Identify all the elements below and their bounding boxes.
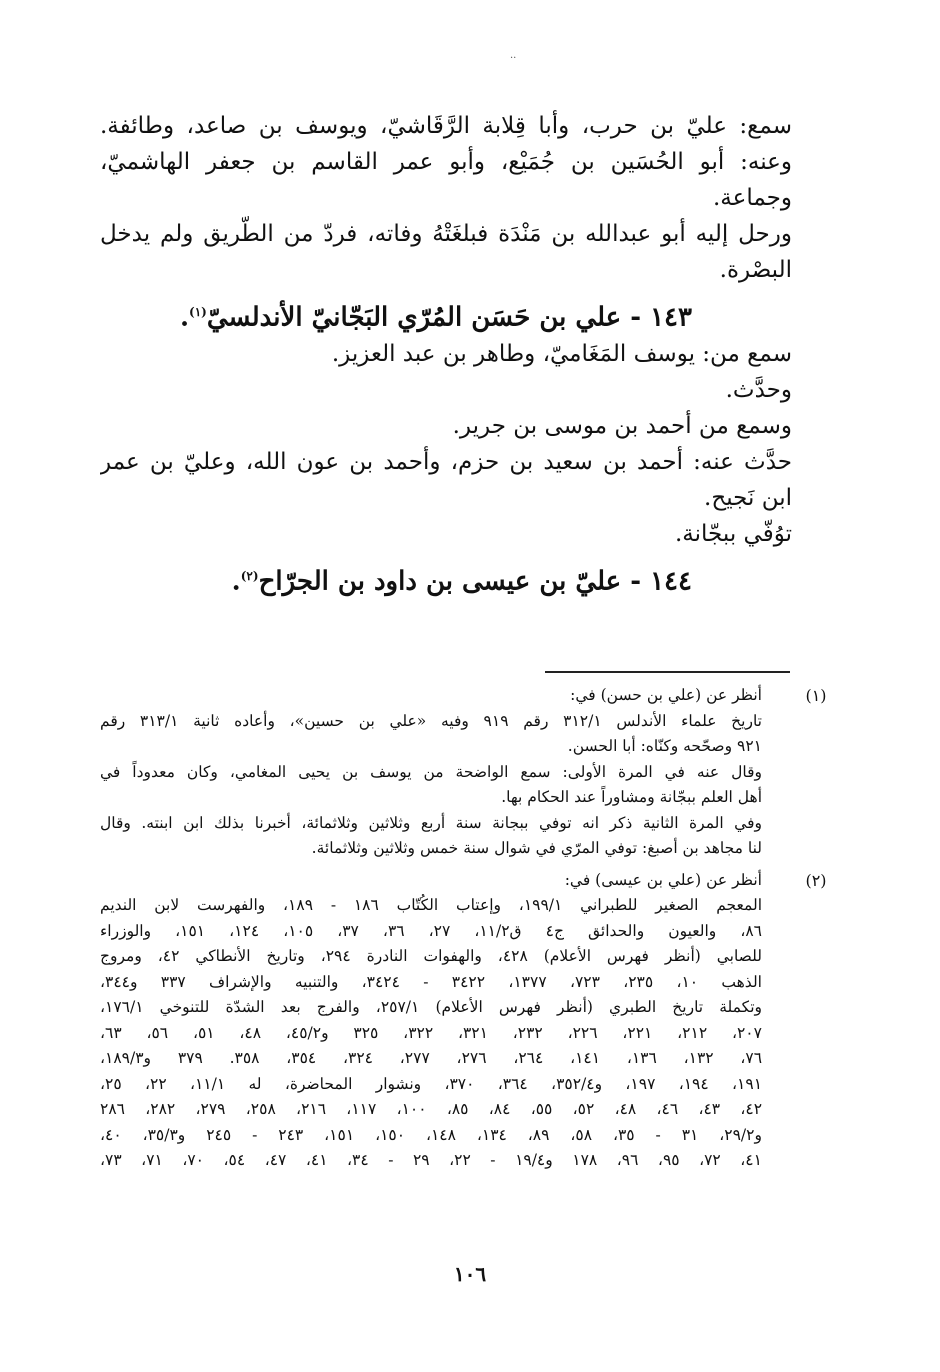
footnote-line: أهل العلم ببجّانة ومشاوراً عند الحكام بها. [501, 788, 762, 806]
body-line: وعنه: أبو الحُسَين بن جُمَيْع، وأبو عمر القاسم بن جعفر الهاشميّ، [100, 149, 792, 175]
footnote-line: ٩٢١ وصحّحه وكنّاه: أبا الحسن. [567, 737, 762, 755]
page-number: ١٠٦ [453, 1262, 487, 1286]
entry-heading-143: ١٤٣ - علي بن حَسَن المُرّي البَجّانيّ الأندلسيّ$^{(١)}$. [179, 302, 692, 333]
footnote-number: (١) [805, 686, 827, 705]
entry-title: ١٤٤ - عليّ بن عيسى بن داود بن الجرّاح [258, 566, 692, 597]
footnote-line: ٨٦، والعيون والحدائق ج٤ ق١١/٢، ٢٧، ٣٦، ٣٧، ١٠٥، ١٢٤، ١٥١، والوزراء [100, 921, 762, 940]
footnote-line: أنظر عن (علي بن عيسى) في: [564, 870, 762, 889]
footnote-line: ٢٠٧، ٢١٢، ٢٢١، ٢٢٦، ٢٣٢، ٣٢١، ٣٢٢، ٣٢٥ و٤٥/٢، ٤٨، ٥١، ٥٦، ٦٣، [100, 1023, 762, 1042]
footnotes [100, 683, 840, 1174]
footnote-line: أنظر عن (علي بن حسن) في: [570, 686, 762, 704]
entry-end: . [231, 566, 241, 597]
footnote-line: وفي المرة الثانية ذكر انه توفي ببجانة سنة أربع وثلاثين وثلاثمائة، أخبرنا بذلك ابن ابنته. وقال [100, 813, 762, 832]
footnote-2 [100, 868, 840, 1174]
footnote-1 [100, 683, 840, 862]
footnote-body [100, 868, 762, 1174]
body-line: البصْرة. [719, 257, 792, 283]
entry-line: سمع من: يوسف المَغَاميّ، وطاهر بن عبد العزيز. [331, 341, 792, 367]
entry-line: حدَّث عنه: أحمد بن سعيد بن حزم، وأحمد بن عون الله، وعليّ بن عمر [100, 449, 792, 475]
entry-title: ١٤٣ - علي بن حَسَن المُرّي البَجّانيّ الأندلسيّ [206, 302, 692, 333]
footnote-line: الذهب ١٠، ٢٣٥، ٧٢٣، ١٣٧٧، ٣٤٢٢ - ٣٤٢٤، والتنبيه والإشراف ٣٣٧ و٣٤٤، [100, 972, 762, 991]
footnote-line: ٤١، ٧٢، ٩٥، ٩٦، ١٧٨ و١٩/٤ - ٢٢، ٢٩ - ٣٤، ٤١، ٤٧، ٥٤، ٧٠، ٧١، ٧٣، [100, 1151, 762, 1169]
body-line: وجماعة. [713, 185, 792, 211]
footnote-body [100, 683, 762, 862]
entry-line: توُفّي ببجّانة. [675, 521, 792, 547]
stray-mark: .. [510, 50, 517, 61]
footnote-ref: (٢) [240, 569, 259, 583]
footnote-line: لنا مجاهد بن أصبغ: توفي المرّي في شوال سنة خمس وثلاثين وثلاثمائة. [311, 839, 762, 857]
footnote-line: ٤٢، ٤٣، ٤٦، ٤٨، ٥٢، ٥٥، ٨٤، ٨٥، ١٠٠، ١١٧، ٢١٦، ٢٥٨، ٢٧٩، ٢٨٢، ٢٨٦ [100, 1100, 762, 1118]
footnote-line: ٧٦، ١٣٢، ١٣٦، ١٤١، ٢٦٤، ٢٧٦، ٢٧٧، ٣٢٤، ٣٥٤، ٣٥٨. ٣٧٩ و١٨٩/٣، [100, 1049, 762, 1067]
body-line: سمع: عليّ بن حرب، وأبا قِلابة الرَّقَاشيّ، ويوسف بن صاعد، وطائفة. [100, 113, 792, 139]
body-line: ورحل إليه أبو عبدالله بن مَنْدَة فبلغَتْهُ وفاته، فردّ من الطَّريق ولم يدخل [100, 221, 792, 247]
footnote-ref: (١) [189, 305, 207, 319]
footnote-line: و٢٩/٢، ٣١ - ٣٥، ٥٨، ٨٩، ١٣٤، ١٤٨، ١٥٠، ١٥١، ٢٤٣ - ٢٤٥ و٣٥/٣، ٤٠، [100, 1125, 762, 1144]
footnote-number: (٢) [805, 870, 827, 890]
footnote-line: ١٩١، ١٩٤، ١٩٧، و٣٥٢/٤، ٣٦٤، ٣٧٠، ونشوار المحاضرة، له ١١/١، ٢٢، ٢٥، [100, 1074, 762, 1093]
footnote-rule [545, 671, 790, 673]
entry-heading-144 [100, 552, 792, 600]
footnote-line: وتكملة تاريخ الطبري (أنظر فهرس الأعلام) ٢٥٧/١، والفرج بعد الشدّة للتنوخي ١٧٦/١، [100, 998, 762, 1016]
entry-line: وسمع من أحمد بن موسى بن جرير. [452, 413, 792, 439]
footnote-line: للصابي (أنظر فهرس الأعلام) ٤٢٨، والهفوات النادرة ٢٩٤، وتاريخ الأنطاكي ٤٢، ومروج [100, 947, 762, 965]
entry-line: ابن نَجيح. [704, 485, 792, 511]
footnote-line: تاريخ علماء الأندلس ٣١٢/١ رقم ٩١٩ وفيه «علي بن حسين»، وأعاده ثانية ٣١٣/١ رقم [100, 711, 762, 730]
footnote-line: المعجم الصغير للطبراني ١٩٩/١، وإعتاب الكُتّاب ١٨٦ - ١٨٩، والفهرست لابن النديم [100, 896, 762, 914]
main-text [100, 108, 792, 600]
footnote-line: وقال عنه في المرة الأولى: سمع الواضحة من يوسف بن يحيى المغامي، وكان معدوداً في [100, 762, 762, 781]
entry-line: وحدَّث. [725, 377, 792, 403]
